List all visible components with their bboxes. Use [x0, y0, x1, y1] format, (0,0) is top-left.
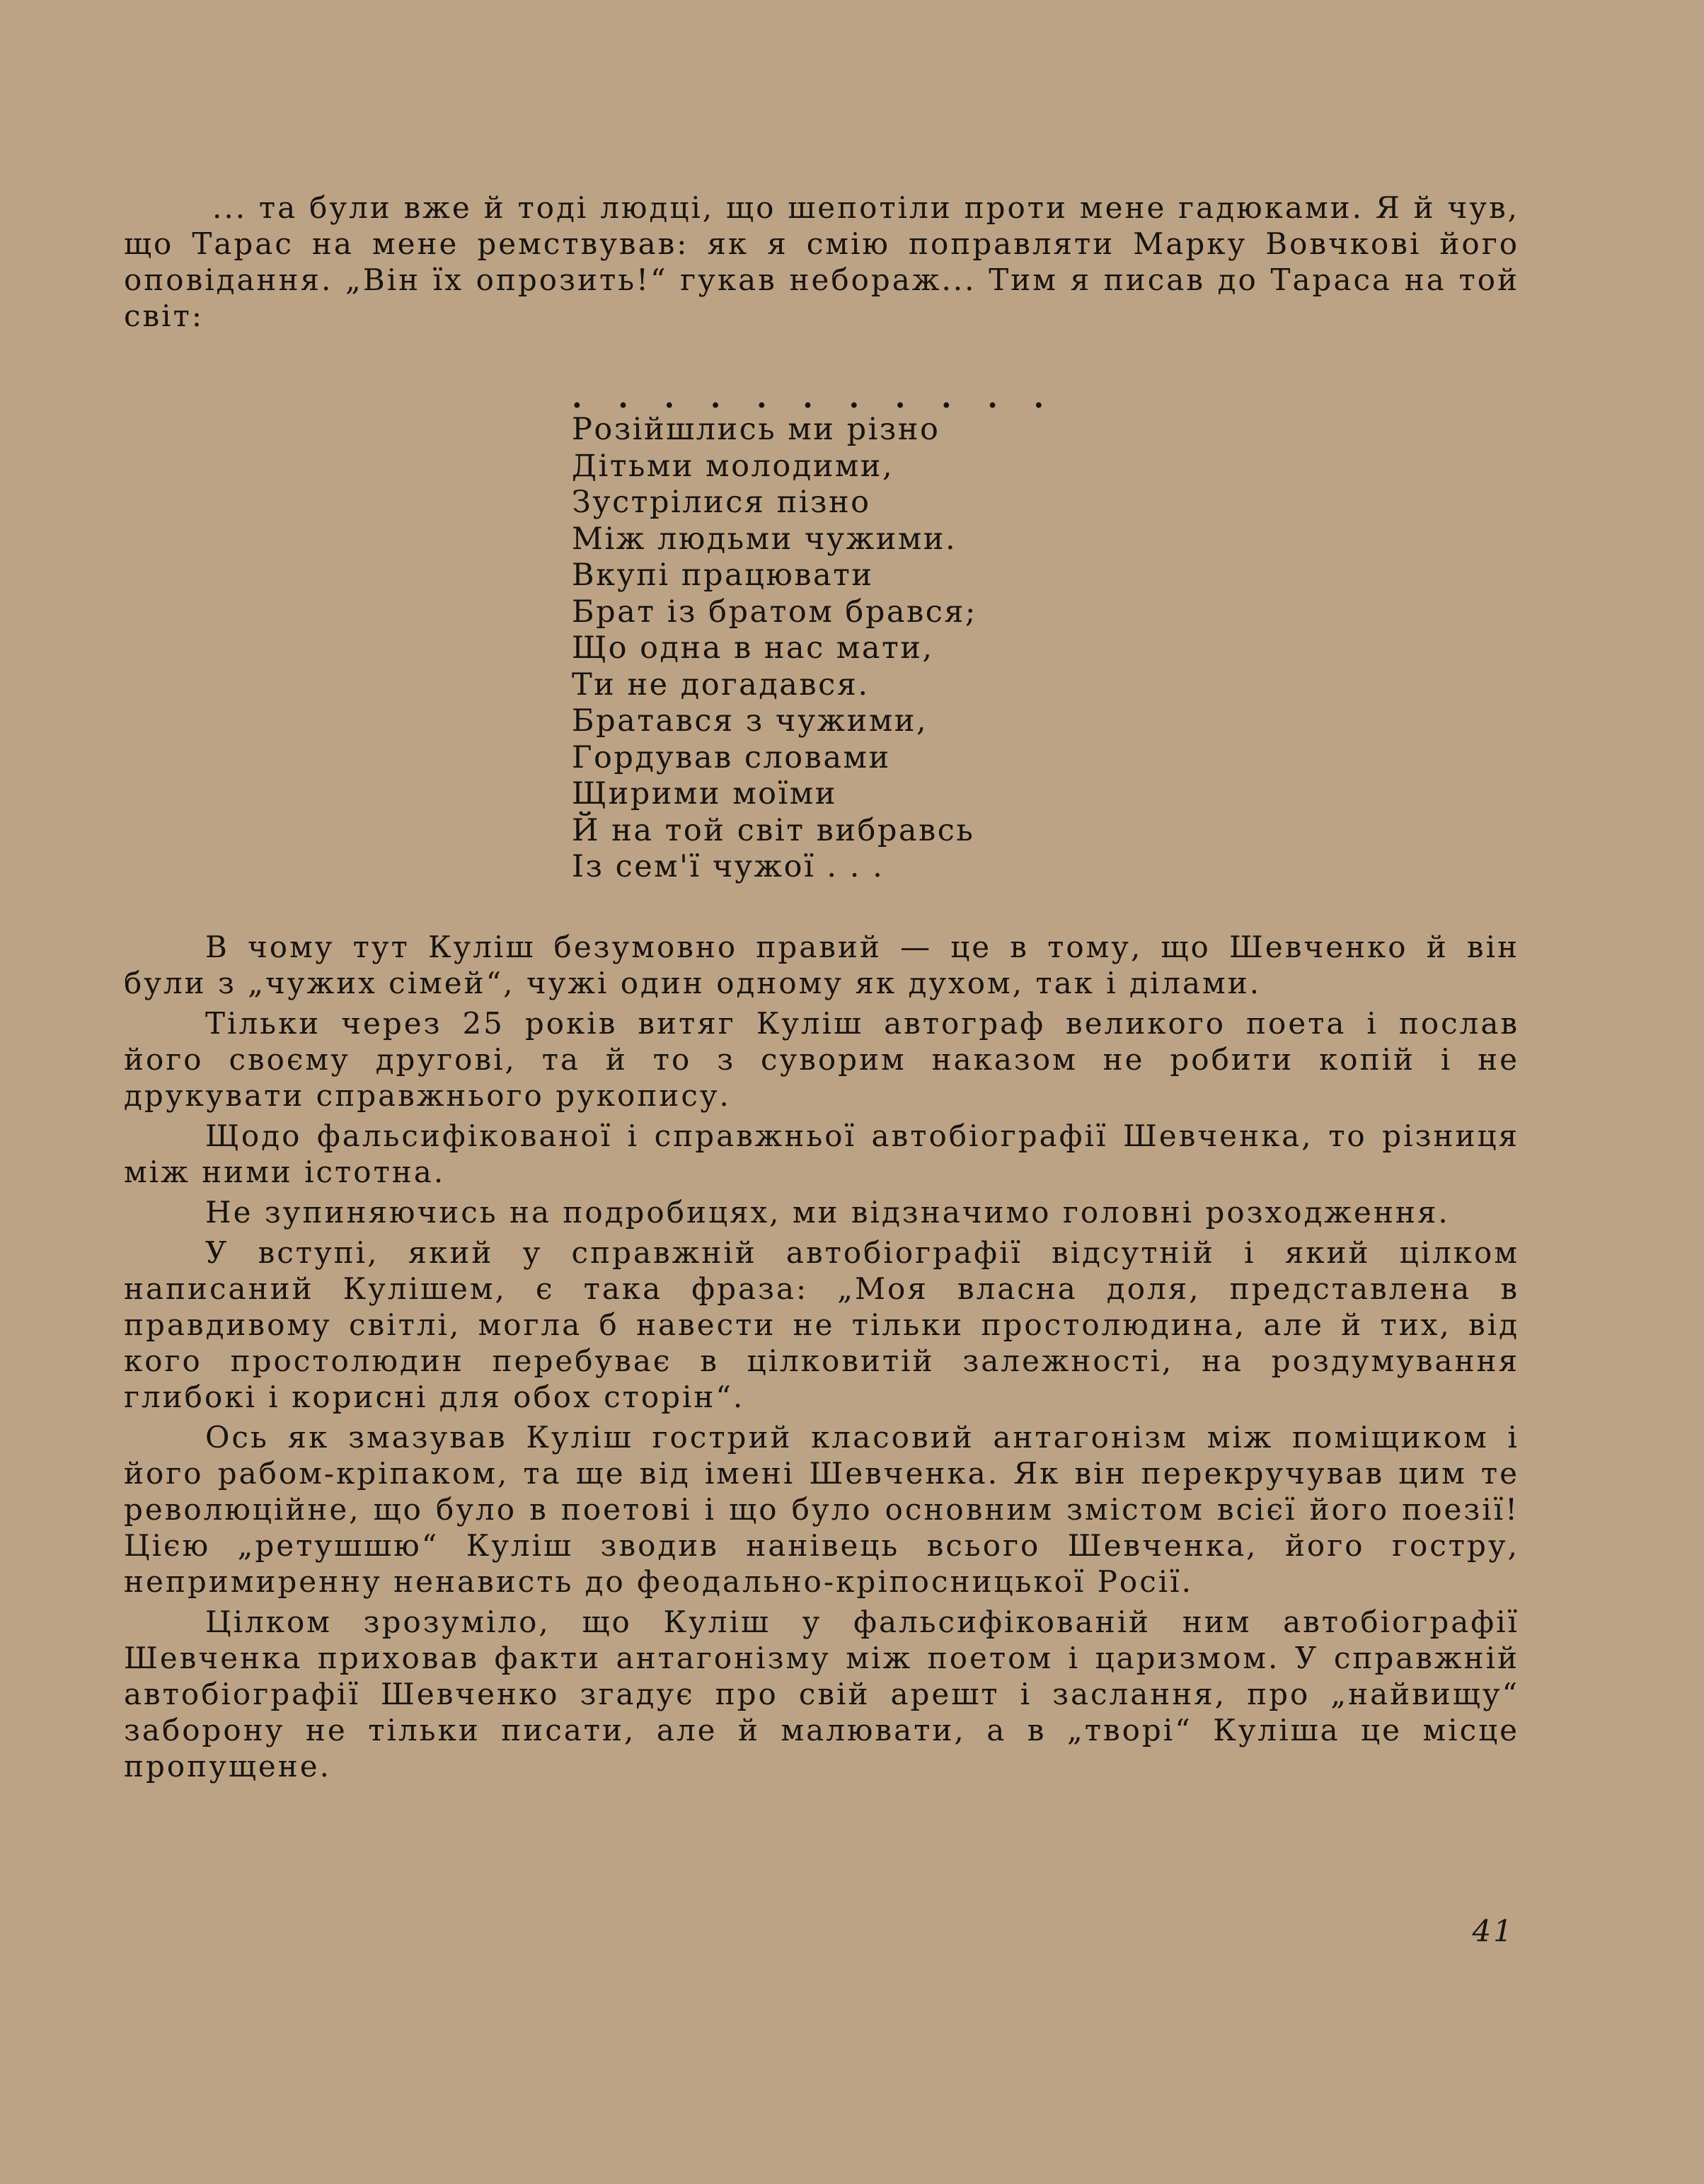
poem-line: Зустрілися пізно [572, 485, 871, 520]
poem-line: Ти не догадався. [572, 666, 870, 703]
poem-line: Вкупі працювати [572, 557, 874, 593]
page-number: 41 [1472, 1914, 1514, 1948]
paragraph: Цілком зрозуміло, що Куліш у фальсифікованій ним автобіографії Шевченка приховав факти антагонізму між поетом і царизмом. У справжній автобіографії Шевченко згадує про свій арешт і заслання, про „найвищу“ заборону не тільки писати, але й малювати, а в „творі“ Куліша це місце пропущене. [124, 1605, 1519, 1784]
poem-line: Братався з чужими, [572, 703, 928, 739]
paragraph: Ось як змазував Куліш гострий класовий антагонізм між поміщиком і його рабом-кріпаком, та ще від імені Шевченка. Як він перекручував цим те революційне, що було в поетові і що було основним змістом всієї його поезії! Цією „ретушшю“ Куліш зводив нанівець всього Шевченка, його гостру, непримиренну ненависть до феодально-кріпосницької Росії. [124, 1420, 1519, 1599]
poem-block [572, 380, 1209, 886]
intro-paragraph: ... та були вже й тоді людці, що шепотіли проти мене гадюками. Я й чув, що Тарас на мене ремствував: як я смію поправляти Марку Вовчкові його оповідання. „Він їх опрозить!“ гукав небораж... Тим я писав до Тараса на той світ: [124, 190, 1519, 333]
poem-ellipsis: . . . . . . . . . . . [572, 380, 1057, 415]
body-text [124, 929, 1519, 1789]
poem-line: Із сем'ї чужої . . . [572, 849, 885, 884]
paragraph: У вступі, який у справжній автобіографії відсутній і який цілком написаний Кулішем, є така фраза: „Моя власна доля, представлена в правдивому світлі, могла б навести не тільки простолюдина, але й тих, від кого простолюдин перебуває в цілковитій залежності, на роздумування глибокі і корисні для обох сторін“. [124, 1235, 1519, 1414]
poem-line: Щирими моїми [572, 776, 837, 811]
paragraph: В чому тут Куліш безумовно правий — це в тому, що Шевченко й він були з „чужих сімей“, чужі один одному як духом, так і ділами. [124, 930, 1519, 1000]
poem-line: Що одна в нас мати, [572, 630, 934, 666]
poem-line: Гордував словами [572, 739, 891, 775]
poem-line: Розійшлись ми різно [572, 412, 940, 447]
poem-line: Між людьми чужими. [572, 521, 957, 557]
paragraph: Щодо фальсифікованої і справжньої автобіографії Шевченка, то різниця між ними істотна. [124, 1119, 1519, 1189]
poem-line: Й на той світ вибравсь [572, 812, 975, 848]
paragraph: Тільки через 25 років витяг Куліш автограф великого поета і послав його своєму другові, та й то з суворим наказом не робити копій і не друкувати справжнього рукопису. [124, 1006, 1519, 1113]
paragraph: Не зупиняючись на подробицях, ми відзначимо головні розходження. [205, 1195, 1450, 1230]
poem-line: Дітьми молодими, [572, 448, 894, 484]
poem-line: Брат із братом брався; [572, 594, 977, 630]
